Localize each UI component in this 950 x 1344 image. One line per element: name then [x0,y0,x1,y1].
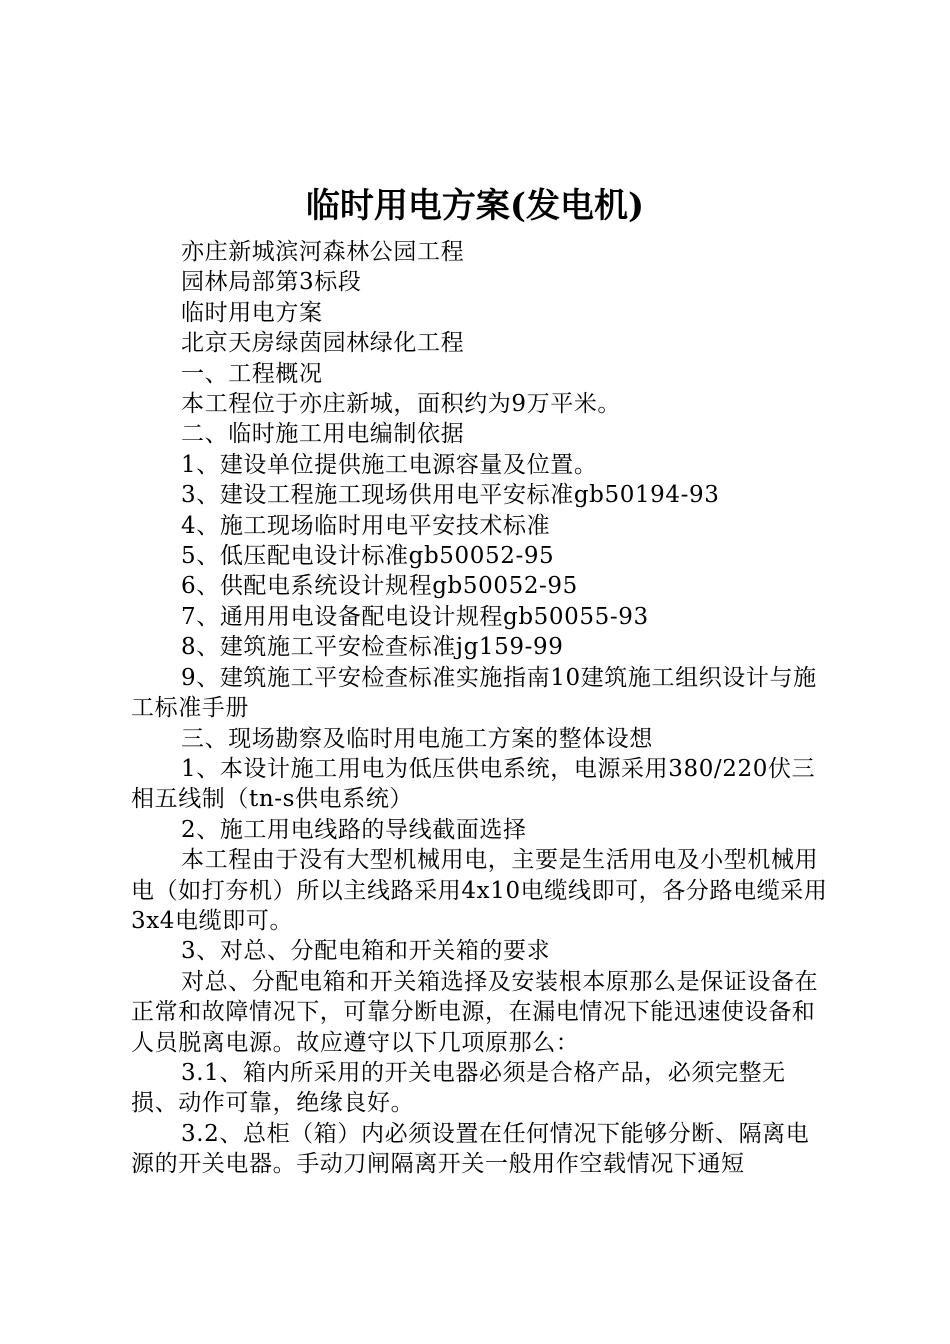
paragraph: 本工程位于亦庄新城，面积约为9万平米。 [181,391,622,418]
list-item: 2、施工用电线路的导线截面选择 [181,816,527,843]
list-item: 6、供配电系统设计规程gb50052-95 [181,573,578,600]
paragraph: 对总、分配电箱和开关箱选择及安装根本原那么是保证设备在正常和故障情况下，可靠分断电源，在漏电情况下能迅速使设备和人员脱离电源。故应遵守以下几项原那么： [131,968,819,1056]
section-heading: 二、临时施工用电编制依据 [181,421,465,448]
paragraph: 亦庄新城滨河森林公园工程 [181,239,465,265]
list-item: 4、施工现场临时用电平安技术标准 [181,512,551,539]
list-item: 3、建设工程施工现场供用电平安标准gb50194-93 [181,482,720,509]
list-item: 5、低压配电设计标准gb50052-95 [181,543,555,570]
list-item: 7、通用用电设备配电设计规程gb50055-93 [181,603,649,630]
list-item: 9、建筑施工平安检查标准实施指南10建筑施工组织设计与施工标准手册 [131,664,817,722]
list-item: 3.2、总柜（箱）内必须设置在任何情况下能够分断、隔离电源的开关电器。手动刀闸隔离开关一般用作空载情况下通短 [131,1120,810,1178]
document-title: 临时用电方案(发电机) [305,186,645,226]
paragraph: 本工程由于没有大型机械用电，主要是生活用电及小型机械用电（如打夯机）所以主线路采用4x10电缆线即可，各分路电缆采用3x4电缆即可。 [131,847,828,934]
document-body [131,237,831,1180]
paragraph: 北京天房绿茵园林绿化工程 [181,330,465,357]
paragraph: 园林局部第3标段 [181,269,362,296]
list-item: 3、对总、分配电箱和开关箱的要求 [181,938,551,965]
section-heading: 三、现场勘察及临时用电施工方案的整体设想 [181,725,653,752]
list-item: 8、建筑施工平安检查标准jg159-99 [181,634,564,661]
list-item: 1、本设计施工用电为低压供电系统，电源采用380/220伏三相五线制（tn-s供电系统） [131,755,816,813]
section-heading: 一、工程概况 [181,360,323,387]
paragraph: 临时用电方案 [181,299,323,326]
list-item: 1、建设单位提供施工电源容量及位置。 [181,451,598,478]
list-item: 3.1、箱内所采用的开关电器必须是合格产品，必须完整无损、动作可靠，绝缘良好。 [131,1059,786,1117]
